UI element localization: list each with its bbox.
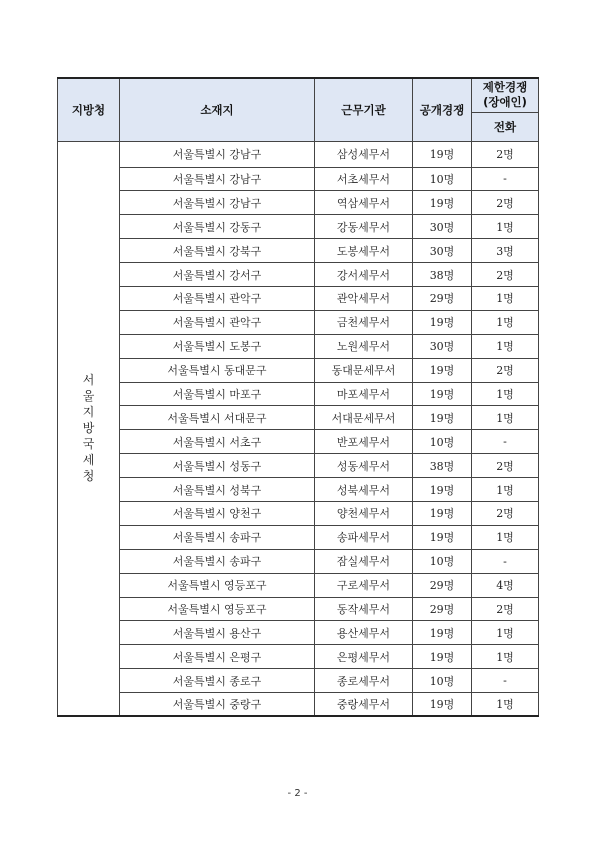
location-cell: 서울특별시 중랑구	[120, 693, 315, 717]
restricted-competition-cell: 1명	[472, 406, 539, 430]
table-row	[58, 454, 539, 478]
restricted-competition-cell: 2명	[472, 454, 539, 478]
table-row	[58, 310, 539, 334]
open-competition-cell: 19명	[413, 406, 472, 430]
open-competition-cell: 30명	[413, 239, 472, 263]
restricted-competition-cell: 2명	[472, 597, 539, 621]
open-competition-cell: 29명	[413, 597, 472, 621]
open-competition-cell: 29명	[413, 573, 472, 597]
open-competition-cell: 19명	[413, 191, 472, 215]
table-header	[58, 78, 539, 141]
header-restricted-competition: 제한경쟁 (장애인)	[472, 78, 539, 112]
header-open-competition: 공개경쟁	[413, 78, 472, 141]
location-cell: 서울특별시 도봉구	[120, 334, 315, 358]
open-competition-cell: 19명	[413, 525, 472, 549]
table-row	[58, 478, 539, 502]
open-competition-cell: 10명	[413, 430, 472, 454]
restricted-competition-cell: 2명	[472, 141, 539, 167]
restricted-competition-cell: -	[472, 549, 539, 573]
table-row	[58, 382, 539, 406]
restricted-competition-cell: 1명	[472, 478, 539, 502]
restricted-competition-cell: -	[472, 430, 539, 454]
open-competition-cell: 19명	[413, 478, 472, 502]
table-row	[58, 501, 539, 525]
office-cell: 중랑세무서	[315, 693, 413, 717]
open-competition-cell: 10명	[413, 669, 472, 693]
restricted-competition-cell: 1명	[472, 286, 539, 310]
location-cell: 서울특별시 강남구	[120, 167, 315, 191]
office-cell: 서대문세무서	[315, 406, 413, 430]
open-competition-cell: 19명	[413, 141, 472, 167]
location-cell: 서울특별시 관악구	[120, 310, 315, 334]
location-cell: 서울특별시 마포구	[120, 382, 315, 406]
table-row	[58, 597, 539, 621]
open-competition-cell: 19명	[413, 382, 472, 406]
table-row	[58, 406, 539, 430]
table-row	[58, 215, 539, 239]
location-cell: 서울특별시 영등포구	[120, 597, 315, 621]
location-cell: 서울특별시 강남구	[120, 191, 315, 215]
location-cell: 서울특별시 성북구	[120, 478, 315, 502]
restricted-competition-cell: 3명	[472, 239, 539, 263]
table-row	[58, 239, 539, 263]
location-cell: 서울특별시 강서구	[120, 263, 315, 287]
table-row	[58, 167, 539, 191]
table-body	[58, 141, 539, 716]
location-cell: 서울특별시 양천구	[120, 501, 315, 525]
office-cell: 역삼세무서	[315, 191, 413, 215]
office-cell: 종로세무서	[315, 669, 413, 693]
header-phone: 전화	[472, 112, 539, 141]
header-location: 소재지	[120, 78, 315, 141]
open-competition-cell: 19명	[413, 310, 472, 334]
restricted-competition-cell: 1명	[472, 382, 539, 406]
table-row	[58, 358, 539, 382]
table-row	[58, 525, 539, 549]
open-competition-cell: 19명	[413, 693, 472, 717]
table-row	[58, 334, 539, 358]
table-row	[58, 549, 539, 573]
location-cell: 서울특별시 서대문구	[120, 406, 315, 430]
location-cell: 서울특별시 종로구	[120, 669, 315, 693]
restricted-competition-cell: 1명	[472, 525, 539, 549]
office-cell: 강동세무서	[315, 215, 413, 239]
office-cell: 성동세무서	[315, 454, 413, 478]
office-cell: 강서세무서	[315, 263, 413, 287]
restricted-competition-cell: 1명	[472, 621, 539, 645]
location-cell: 서울특별시 강북구	[120, 239, 315, 263]
office-cell: 반포세무서	[315, 430, 413, 454]
location-cell: 서울특별시 강동구	[120, 215, 315, 239]
header-office: 근무기관	[315, 78, 413, 141]
table-row	[58, 645, 539, 669]
open-competition-cell: 29명	[413, 286, 472, 310]
table-row	[58, 669, 539, 693]
location-cell: 서울특별시 강남구	[120, 141, 315, 167]
location-cell: 서울특별시 서초구	[120, 430, 315, 454]
location-cell: 서울특별시 관악구	[120, 286, 315, 310]
table-row	[58, 693, 539, 717]
open-competition-cell: 38명	[413, 454, 472, 478]
office-cell: 노원세무서	[315, 334, 413, 358]
restricted-competition-cell: 4명	[472, 573, 539, 597]
office-cell: 금천세무서	[315, 310, 413, 334]
restricted-competition-cell: 2명	[472, 191, 539, 215]
office-cell: 양천세무서	[315, 501, 413, 525]
open-competition-cell: 30명	[413, 334, 472, 358]
location-cell: 서울특별시 영등포구	[120, 573, 315, 597]
open-competition-cell: 38명	[413, 263, 472, 287]
location-cell: 서울특별시 동대문구	[120, 358, 315, 382]
restricted-competition-cell: 1명	[472, 693, 539, 717]
office-cell: 삼성세무서	[315, 141, 413, 167]
table-row	[58, 621, 539, 645]
restricted-competition-cell: 1명	[472, 310, 539, 334]
location-cell: 서울특별시 은평구	[120, 645, 315, 669]
office-cell: 마포세무서	[315, 382, 413, 406]
open-competition-cell: 19명	[413, 645, 472, 669]
restricted-competition-cell: 1명	[472, 334, 539, 358]
open-competition-cell: 10명	[413, 549, 472, 573]
restricted-competition-cell: -	[472, 167, 539, 191]
office-cell: 송파세무서	[315, 525, 413, 549]
open-competition-cell: 10명	[413, 167, 472, 191]
office-cell: 동대문세무서	[315, 358, 413, 382]
office-cell: 도봉세무서	[315, 239, 413, 263]
table-row	[58, 573, 539, 597]
header-region: 지방청	[58, 78, 120, 141]
table-row	[58, 263, 539, 287]
restricted-competition-cell: 2명	[472, 263, 539, 287]
open-competition-cell: 19명	[413, 501, 472, 525]
table-row	[58, 430, 539, 454]
page-number: - 2 -	[287, 788, 308, 799]
office-cell: 구로세무서	[315, 573, 413, 597]
open-competition-cell: 19명	[413, 358, 472, 382]
restricted-competition-cell: 2명	[472, 358, 539, 382]
open-competition-cell: 30명	[413, 215, 472, 239]
region-label: 서울지방국세청	[82, 373, 95, 484]
office-cell: 은평세무서	[315, 645, 413, 669]
office-cell: 서초세무서	[315, 167, 413, 191]
restricted-competition-cell: -	[472, 669, 539, 693]
restricted-competition-cell: 1명	[472, 645, 539, 669]
restricted-competition-cell: 2명	[472, 501, 539, 525]
table-row	[58, 286, 539, 310]
location-cell: 서울특별시 성동구	[120, 454, 315, 478]
location-cell: 서울특별시 용산구	[120, 621, 315, 645]
recruitment-table	[57, 77, 539, 717]
restricted-competition-cell: 1명	[472, 215, 539, 239]
location-cell: 서울특별시 송파구	[120, 549, 315, 573]
table-row	[58, 141, 539, 167]
region-cell	[58, 141, 120, 716]
table-row	[58, 191, 539, 215]
office-cell: 관악세무서	[315, 286, 413, 310]
office-cell: 성북세무서	[315, 478, 413, 502]
office-cell: 잠실세무서	[315, 549, 413, 573]
location-cell: 서울특별시 송파구	[120, 525, 315, 549]
open-competition-cell: 19명	[413, 621, 472, 645]
office-cell: 용산세무서	[315, 621, 413, 645]
office-cell: 동작세무서	[315, 597, 413, 621]
